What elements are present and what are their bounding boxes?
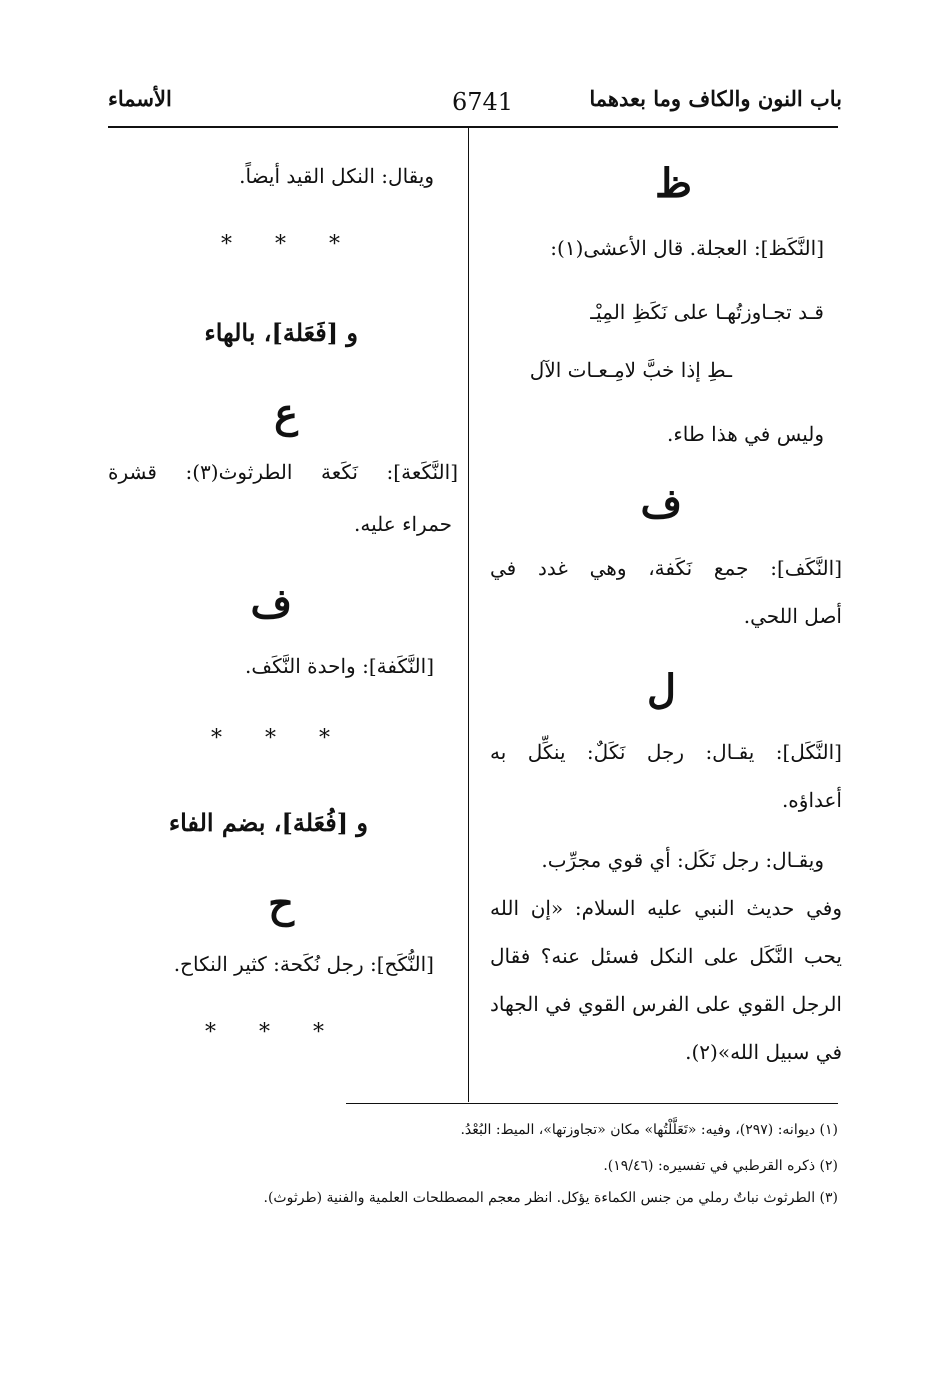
entry-nakaa-cont: حمراء عليه.	[354, 512, 452, 536]
entry-nakaf-cont: أصل اللحي.	[743, 604, 842, 628]
column-divider	[468, 127, 469, 1102]
footnote-1: (١) ديوانه: (٢٩٧)، وفيه: «تَعَلَّلْتُها» مكان «تجاوزتها»، الميط: البُعْدُ.	[460, 1122, 838, 1138]
paragraph-line: الرجل القوي على الفرس القوي في الجهاد	[490, 992, 842, 1016]
entry-nakal-cont: أعداؤه.	[781, 788, 842, 812]
form-heading-fuala: و [فُعَلة]، بضم الفاء	[168, 808, 368, 837]
separator-stars: * * *	[211, 726, 348, 751]
right-column	[490, 0, 842, 1100]
entry-note: وليس في هذا طاء.	[667, 422, 824, 446]
paragraph-line: يحب النَّكَل على النكل فسئل عنه؟ فقال	[490, 944, 842, 968]
paragraph-line: وفي حديث النبي عليه السلام: «إن الله	[490, 896, 842, 920]
footnote-2: (٢) ذكره القرطبي في تفسيره: (١٩/٤٦).	[603, 1158, 838, 1174]
paragraph-line: في سبيل الله»(٢).	[685, 1040, 842, 1064]
letter-heading-ha: ح	[268, 880, 294, 927]
letter-heading-ayn: ع	[274, 390, 298, 437]
entry-nakafa: [النَّكَفة]: واحدة النَّكَف.	[245, 654, 434, 678]
separator-stars: * * *	[221, 232, 358, 257]
entry-nakaf: [النَّكَف]: جمع نَكَفة، وهي غدد في	[490, 556, 842, 580]
entry-nakal-qayd: ويقال: النكل القيد أيضاً.	[239, 164, 434, 188]
verse-line: ـطِ إذا خبَّ لامِـعـات الآل	[529, 358, 732, 382]
paragraph-line: ويقـال: رجل نَكَل: أي قوي مجرِّب.	[541, 848, 824, 872]
footnote-rule	[346, 1103, 838, 1104]
page-number: 6741	[452, 88, 514, 116]
letter-heading-lam: ل	[646, 666, 676, 713]
entry-nakal: [النَّكَل]: يقـال: رجل نَكَلٌ: ينكِّل به	[490, 740, 842, 764]
separator-stars: * * *	[205, 1020, 342, 1045]
form-heading-faala: و [فَعَلة]، بالهاء	[204, 318, 358, 347]
letter-heading-za: ظ	[655, 160, 692, 207]
letter-heading-fa: ف	[250, 580, 292, 627]
verse-line: قـد تجـاوزتُهـا على نَكَظِ المِيْـ	[590, 300, 824, 324]
footnote-3: (٣) الطرثوث نباتٌ رملي من جنس الكماءة يؤكل. انظر معجم المصطلحات العلمية والفنية (طرثوث).	[263, 1190, 838, 1206]
left-column	[108, 0, 458, 1100]
running-title: باب النون والكاف وما بعدهما	[589, 86, 842, 111]
letter-heading-fa: ف	[640, 480, 682, 527]
entry-nukah: [النُّكَح]: رجل نُكَحة: كثير النكاح.	[173, 952, 434, 976]
entry-nakaz: [النَّكَظ]: العجلة. قال الأعشى(١):	[550, 236, 824, 260]
entry-nakaa: [النَّكَعة]: نَكَعة الطرثوث(٣): قشرة	[108, 460, 458, 484]
section-title: الأسماء	[108, 86, 172, 111]
